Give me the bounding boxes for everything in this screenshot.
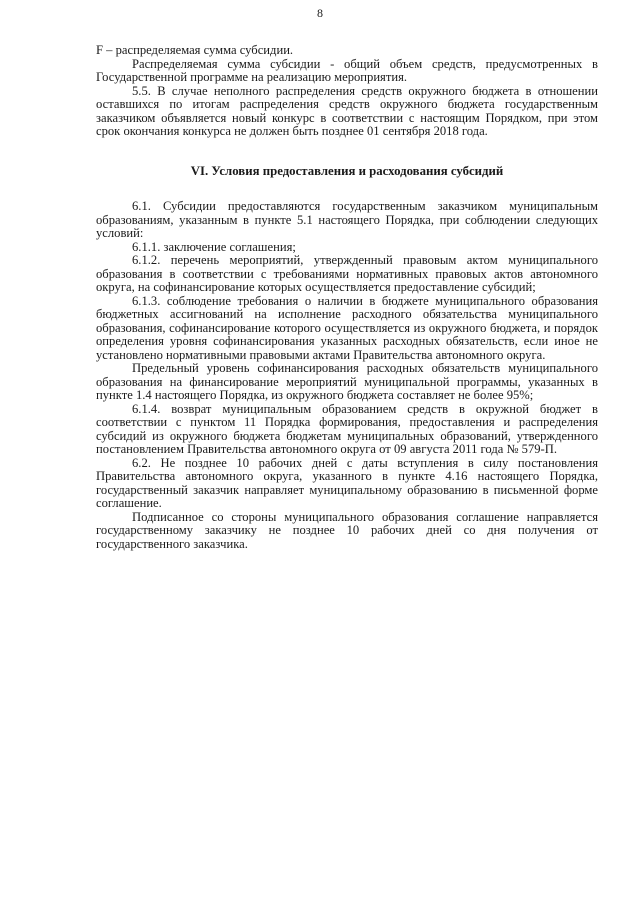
paragraph-formula-variable: F – распределяемая сумма субсидии. xyxy=(96,43,294,57)
paragraph-6-1: 6.1. Субсидии предоставляются государственным заказчиком муниципальным образованиям, указанным в пункте 5.1 настоящего Порядка, при соблюдении следующих условий: xyxy=(96,199,598,240)
paragraph-signed-agreement: Подписанное со стороны муниципального образования соглашение направляется государственному заказчику не позднее 10 рабочих дней со дня получения от государственного заказчика. xyxy=(96,509,598,551)
section-heading: VI. Условия предоставления и расходования субсидий xyxy=(190,163,504,178)
paragraph-distributed-amount: Распределяемая сумма субсидии - общий объем средств, предусмотренных в Государственной программе на реализацию мероприятия. xyxy=(96,56,598,84)
paragraph-6-1-2: 6.1.2. перечень мероприятий, утвержденный правовым актом муниципального образования в соответствии с требованиями нормативных правовых актов автономного округа, на софинансирование которых осуществляется предоставление субсидий; xyxy=(96,253,598,294)
paragraph-6-1-1: 6.1.1. заключение соглашения; xyxy=(132,239,296,254)
paragraph-cofinancing-limit: Предельный уровень софинансирования расходных обязательств муниципального образования на финансирование мероприятий муниципальной программы, указанных в пункте 1.4 настоящего Порядка, из окружного бюджета составляет не более 95%; xyxy=(96,361,598,402)
document-body xyxy=(96,44,598,551)
paragraph-6-1-4: 6.1.4. возврат муниципальным образованием средств в окружной бюджет в соответствии с пунктом 11 Порядка формирования, предоставления и распределения субсидий из окружного бюджета бюджетам муниципальных образований, утвержденного постановлением Правительства автономного округа от 09 августа 2011 года № 579-П. xyxy=(96,401,598,456)
paragraph-6-2: 6.2. Не позднее 10 рабочих дней с даты вступления в силу постановления Правительства автономного округа, указанного в пункте 4.16 настоящего Порядка, государственный заказчик направляет муниципальному образованию в письменной форме соглашение. xyxy=(96,455,598,510)
paragraph-5-5: 5.5. В случае неполного распределения средств окружного бюджета в отношении оставшихся по итогам распределения средств окружного бюджета государственным заказчиком объявляется новый конкурс в соответствии с настоящим Порядком, при этом срок окончания конкурса не должен быть позднее 01 сентября 2018 года. xyxy=(96,83,598,138)
page-number: 8 xyxy=(317,6,323,20)
paragraph-6-1-3: 6.1.3. соблюдение требования о наличии в бюджете муниципального образования бюджетных ассигнований на исполнение расходного обязательства муниципального образования, софинансирование которого осуществляется из окружного бюджета, и порядок определения уровня софинансирования указанных расходных обязательств, если иное не установлено нормативными правовыми актами Правительства автономного округа. xyxy=(96,293,598,362)
